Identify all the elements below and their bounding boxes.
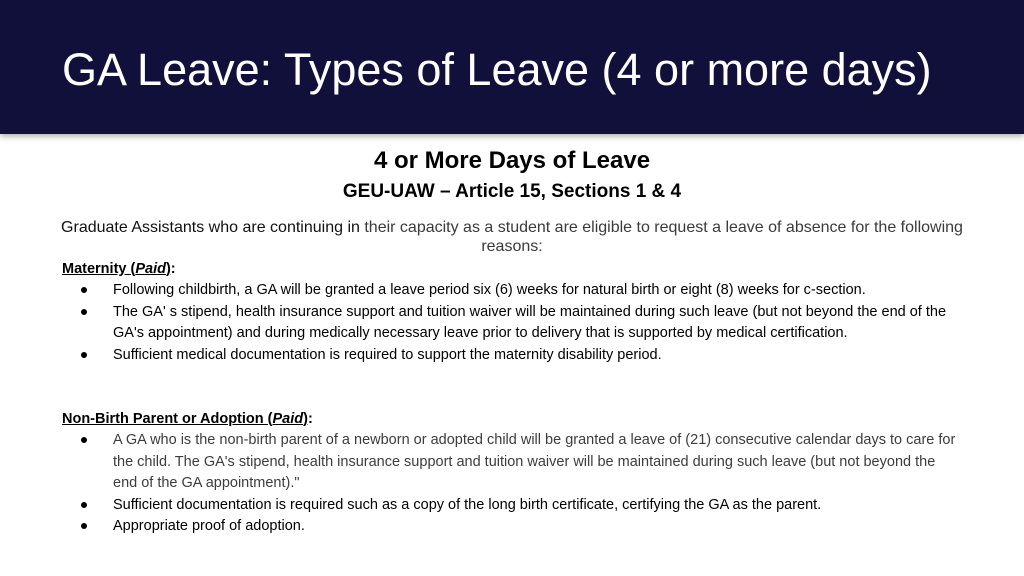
- list-item-text: The GA' s stipend, health insurance support and tuition waiver will be maintained during such leave (but not beyond the end of the GA's appointment) and during medically necessary leave prior to delivery that is supported by medical certification.: [113, 303, 947, 341]
- bullet-icon: [81, 287, 87, 293]
- maternity-heading-colon: :: [170, 261, 176, 277]
- list-item-text: Sufficient documentation is required such as a copy of the long birth certificate, certifying the GA as the parent.: [113, 496, 822, 513]
- non-birth-heading-paid: Paid: [272, 411, 304, 427]
- non-birth-parent-section: [62, 409, 962, 538]
- maternity-heading-paid: Paid: [135, 261, 166, 277]
- list-item-text: Sufficient medical documentation is required to support the maternity disability period.: [113, 346, 662, 363]
- intro-paragraph: [60, 218, 964, 256]
- bullet-icon: [81, 523, 87, 529]
- list-item: [62, 345, 962, 367]
- list-item: [62, 430, 962, 495]
- non-birth-heading-colon: :: [307, 411, 313, 427]
- intro-text-part1: Graduate Assistants who are continuing in: [61, 219, 365, 236]
- maternity-heading-prefix: Maternity (: [62, 261, 136, 277]
- non-birth-heading-suffix: ): [303, 411, 308, 427]
- non-birth-parent-heading: [62, 409, 962, 430]
- maternity-heading: [62, 259, 962, 280]
- article-reference: GEU-UAW – Article 15, Sections 1 & 4: [342, 181, 682, 202]
- section-heading: 4 or More Days of Leave: [373, 147, 651, 174]
- bullet-icon: [81, 502, 87, 508]
- list-item: [62, 495, 962, 517]
- list-item-text: Following childbirth, a GA will be granted a leave period six (6) weeks for natural birth or eight (8) weeks for c-section.: [113, 282, 866, 298]
- maternity-section: [62, 259, 962, 366]
- non-birth-bullet-list: [62, 430, 962, 538]
- list-item: [62, 516, 962, 538]
- non-birth-heading-prefix: Non-Birth Parent or Adoption (: [62, 411, 273, 427]
- maternity-heading-suffix: ): [165, 261, 171, 277]
- maternity-bullet-list: [62, 280, 962, 366]
- bullet-icon: [81, 352, 87, 358]
- intro-text-part2: their capacity as a student are eligible to request a leave of absence for the following reasons:: [364, 219, 963, 255]
- bullet-icon: [81, 437, 87, 443]
- list-item-text: A GA who is the non-birth parent of a newborn or adopted child will be granted a leave of (21) consecutive calendar days to care for the child. The GA's stipend, health insurance support and tuition waiver will be maintained during such leave (but not beyond the end of the GA appointment).": [113, 432, 956, 491]
- list-item: [62, 280, 962, 302]
- list-item: [62, 302, 962, 345]
- bullet-icon: [81, 309, 87, 315]
- slide-title: GA Leave: Types of Leave (4 or more days): [62, 44, 932, 95]
- slide-header: [0, 0, 1024, 134]
- list-item-text: Appropriate proof of adoption.: [113, 518, 305, 534]
